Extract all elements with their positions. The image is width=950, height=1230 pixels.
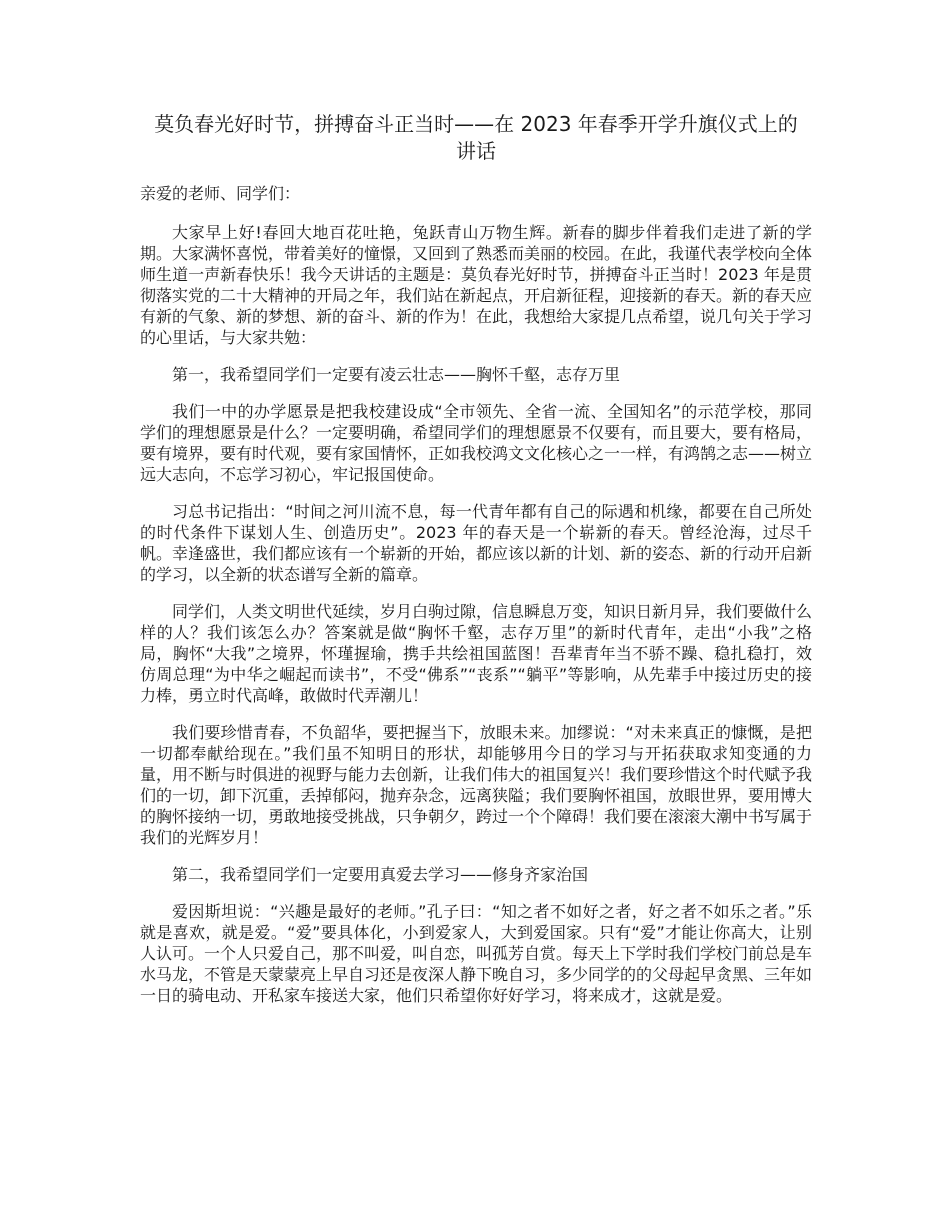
paragraph-youth: 同学们，人类文明世代延续，岁月白驹过隙，信息瞬息万变，知识日新月异，我们要做什么样的人？我们该怎么办？答案就是做“胸怀千壑，志存万里”的新时代青年，走出“小我”之格局，胸怀“大我”之境界，怀瑾握瑜，携手共绘祖国蓝图！吾辈青年当不骄不躁、稳扎稳打，效仿周总理“为中华之崛起而读书”，不受“佛系”“丧系”“躺平”等影响，从先辈手中接过历史的接力棒，勇立时代高峰，敢做时代弄潮儿！ — [140, 602, 813, 705]
paragraph-greeting: 大家早上好!春回大地百花吐艳，兔跃青山万物生辉。新春的脚步伴着我们走进了新的学期。大家满怀喜悦，带着美好的憧憬，又回到了熟悉而美丽的校园。在此，我谨代表学校向全体师生道一声新春快乐！我今天讲话的主题是：莫负春光好时节，拼搏奋斗正当时！2023 年是贯彻落实党的二十大精神的开局之年，我们站在新起点，开启新征程，迎接新的春天。新的春天应有新的气象、新的梦想、新的奋斗、新的作为！在此，我想给大家提几点希望，说几句关于学习的心里话，与大家共勉： — [140, 223, 813, 347]
paragraph-love-learning: 爱因斯坦说：“兴趣是最好的老师。”孔子曰：“知之者不如好之者，好之者不如乐之者。”乐就是喜欢，就是爱。“爱”要具体化，小到爱家人，大到爱国家。只有“爱”才能让你高大，让别人认可。一个人只爱自己，那不叫爱，叫自恋，叫孤芳自赏。每天上下学时我们学校门前总是车水马龙，不管是天蒙蒙亮上早自习还是夜深人静下晚自习，多少同学的的父母起早贪黑、三年如一日的骑电动、开私家车接送大家，他们只希望你好好学习，将来成才，这就是爱。 — [140, 902, 813, 1005]
document-title: 莫负春光好时节，拼搏奋斗正当时——在 2023 年春季开学升旗仪式上的讲话 — [154, 112, 798, 163]
paragraph-cherish-youth: 我们要珍惜青春，不负韶华，要把握当下，放眼未来。加缪说：“对未来真正的慷慨，是把一切都奉献给现在。”我们虽不知明日的形状，却能够用今日的学习与开拓获取求知变通的力量，用不断与时俱进的视野与能力去创新，让我们伟大的祖国复兴！我们要珍惜这个时代赋予我们的一切，卸下沉重，丢掉郁闷，抛弃杂念，远离狭隘；我们要胸怀祖国，放眼世界，要用博大的胸怀接纳一切，勇敢地接受挑战，只争朝夕，跨过一个个障碍！我们要在滚滚大潮中书写属于我们的光辉岁月！ — [140, 723, 813, 847]
document-page — [140, 111, 812, 1022]
section-heading-1: 第一，我希望同学们一定要有凌云壮志——胸怀千壑，志存万里 — [172, 365, 621, 384]
section-heading-2: 第二，我希望同学们一定要用真爱去学习——修身齐家治国 — [172, 865, 589, 884]
salutation: 亲爱的老师、同学们： — [140, 184, 301, 203]
paragraph-quote-xi: 习总书记指出：“时间之河川流不息，每一代青年都有自己的际遇和机缘，都要在自己所处的时代条件下谋划人生、创造历史”。2023 年的春天是一个崭新的春天。曾经沧海，过尽千帆。幸逢盛世，我们都应该有一个崭新的开始，都应该以新的计划、新的姿态、新的行动开启新的学习，以全新的状态谱写全新的篇章。 — [140, 502, 813, 584]
paragraph-vision: 我们一中的办学愿景是把我校建设成“全市领先、全省一流、全国知名”的示范学校，那同学们的理想愿景是什么？一定要明确，希望同学们的理想愿景不仅要有，而且要大，要有格局，要有境界，要有时代观，要有家国情怀，正如我校鸿文文化核心之一一样，有鸿鹄之志——树立远大志向，不忘学习初心，牢记报国使命。 — [140, 402, 813, 484]
